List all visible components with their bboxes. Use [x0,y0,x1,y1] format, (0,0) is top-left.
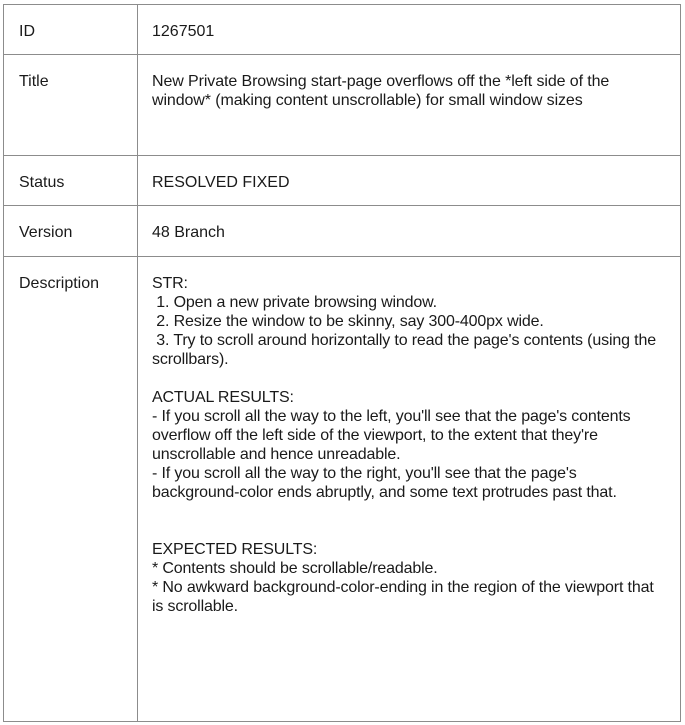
spacer [152,502,664,540]
title-row [4,55,681,156]
str-heading: STR: [152,275,188,292]
version-row [4,206,681,257]
str-steps: 1. Open a new private browsing window. 2. Resize the window to be skinny, say 300-400px wide. 3. Try to scroll around horizontally to read the page's contents (using the scrollbars). [152,294,656,368]
spacer [152,369,664,388]
title-value: New Private Browsing start-page overflows off the *left side of the window* (making content unscrollable) for small window sizes [138,55,681,156]
description-row [4,257,681,722]
status-label: Status [4,156,138,206]
id-row [4,5,681,55]
description-value [138,257,681,722]
bug-details-table [3,4,681,722]
status-value: RESOLVED FIXED [138,156,681,206]
id-label: ID [4,5,138,55]
description-label: Description [4,257,138,722]
actual-results-body: - If you scroll all the way to the left, you'll see that the page's contents overflow off the left side of the viewport, to the extent that they're unscrollable and hence unreadable. - If you scroll all the way to the right, you'll see that the page's background-color ends abruptly, and some text protrudes past that. [152,408,631,501]
title-label: Title [4,55,138,156]
expected-results-heading: EXPECTED RESULTS: [152,541,318,558]
version-label: Version [4,206,138,257]
status-row [4,156,681,206]
version-value: 48 Branch [138,206,681,257]
actual-results-heading: ACTUAL RESULTS: [152,389,294,406]
id-value: 1267501 [138,5,681,55]
expected-results-body: * Contents should be scrollable/readable. * No awkward background-color-ending in the region of the viewport that is scrollable. [152,560,654,615]
